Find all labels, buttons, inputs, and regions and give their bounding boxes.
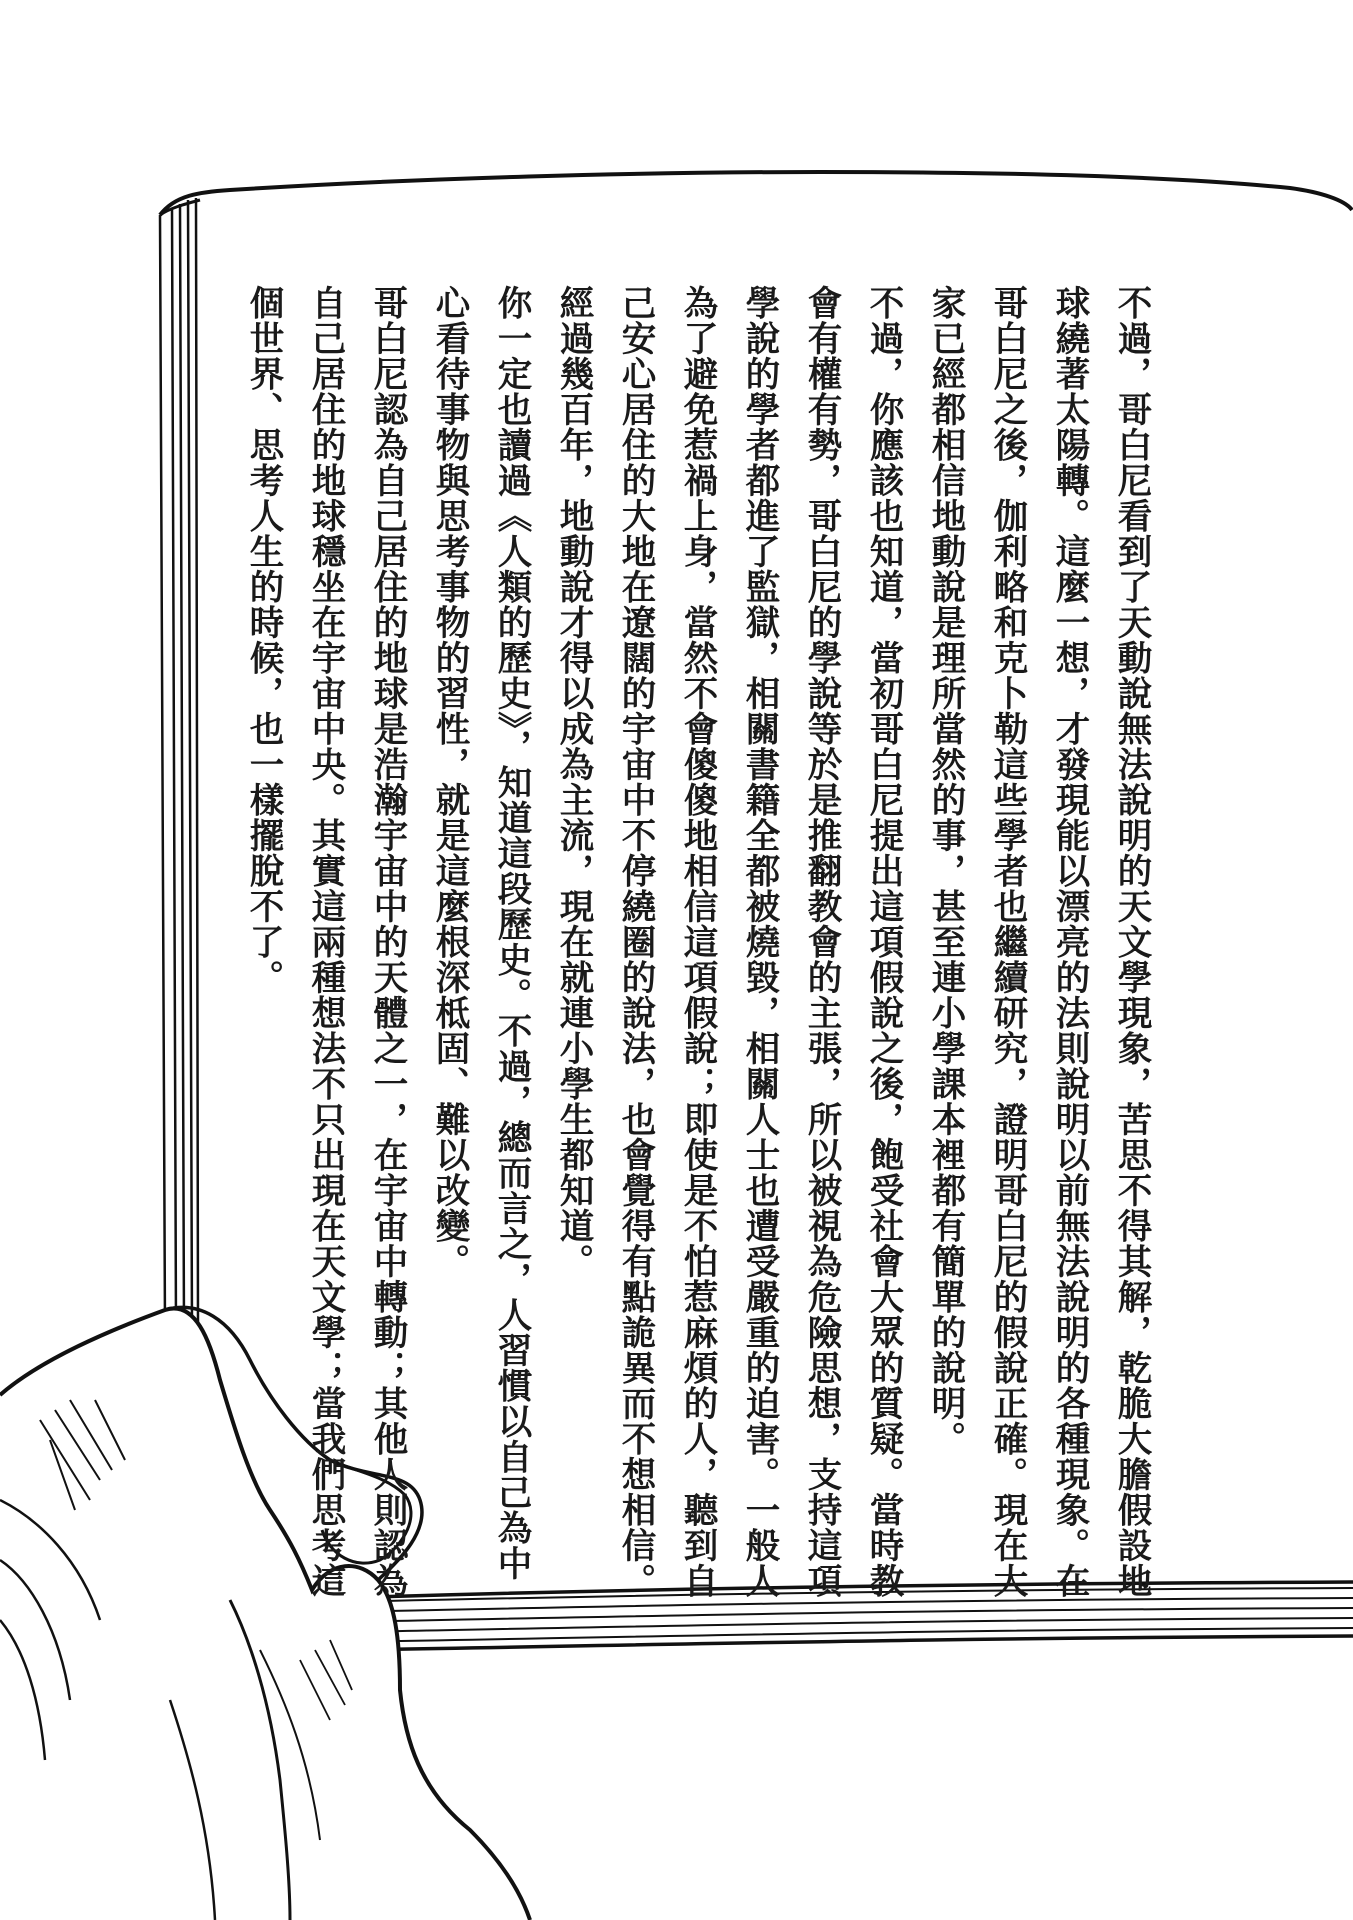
paragraph-3: 你一定也讀過《人類的歷史》，知道這段歷史。不過，總而言之，人習慣以自己為中心看待事物與思考事物的習性，就是這麼根深柢固、難以改變。 [429, 285, 531, 1582]
paragraph-1: 不過，哥白尼看到了天動說無法說明的天文學現象，苦思不得其解，乾脆大膽假設地球繞著太陽轉。這麼一想，才發現能以漂亮的法則說明以前無法說明的各種現象。在哥白尼之後，伽利略和克卜勒這些學者也繼續研究，證明哥白尼的假說正確。現在大家已經都相信地動說是理所當然的事，甚至連小學課本裡都有簡單的說明。 [925, 285, 1151, 1599]
paragraph-4: 哥白尼認為自己居住的地球是浩瀚宇宙中的天體之一，在宇宙中轉動；其他人則認為自己居住的地球穩坐在宇宙中央。其實這兩種想法不只出現在天文學；當我們思考這個世界、思考人生的時候，也一樣擺脫不了。 [243, 285, 407, 1599]
paragraph-2: 不過，你應該也知道，當初哥白尼提出這項假說之後，飽受社會大眾的質疑。當時教會有權有勢，哥白尼的學說等於是推翻教會的主張，所以被視為危險思想，支持這項學說的學者都進了監獄，相關書籍全都被燒毀，相關人士也遭受嚴重的迫害。一般人為了避免惹禍上身，當然不會傻傻地相信這項假說；即使是不怕惹麻煩的人，聽到自己安心居住的大地在遼闊的宇宙中不停繞圈的說法，也會覺得有點詭異而不想相信。經過幾百年，地動說才得以成為主流，現在就連小學生都知道。 [553, 285, 903, 1599]
vertical-text-body [243, 285, 1162, 1615]
